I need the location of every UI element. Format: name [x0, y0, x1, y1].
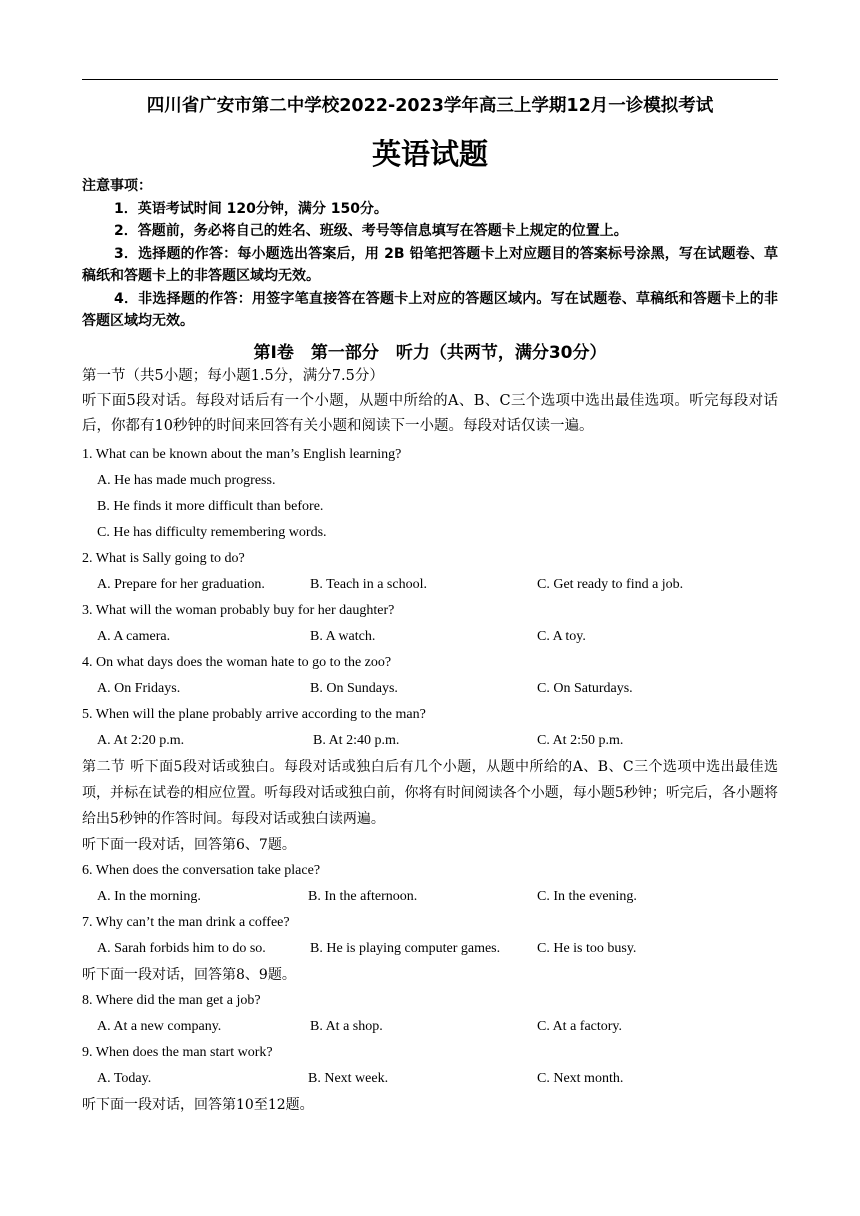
- q5-options: [82, 728, 778, 754]
- lead-6-7: 听下面一段对话，回答第6、7题。: [82, 836, 296, 853]
- q6-option-b: B. In the afternoon.: [308, 888, 418, 904]
- q9-option-c: C. Next month.: [537, 1070, 624, 1086]
- question-6: 6. When does the conversation take place?: [82, 862, 321, 878]
- q8-option-b: B. At a shop.: [310, 1018, 383, 1034]
- q3-option-b: B. A watch.: [310, 628, 376, 644]
- q9-option-a: A. Today.: [97, 1070, 152, 1086]
- notes-block: [82, 175, 778, 333]
- q7-options: [82, 936, 778, 962]
- note-item: 4．非选择题的作答：用签字笔直接答在答题卡上对应的答题区域内。写在试题卷、草稿纸和答题卡上的非答题区域均无效。: [82, 290, 778, 329]
- q8-option-a: A. At a new company.: [97, 1018, 222, 1034]
- q8-options: [82, 1014, 778, 1040]
- exam-subtitle: 英语试题: [371, 137, 488, 171]
- q3-option-a: A. A camera.: [97, 628, 171, 644]
- lead-10-12: 听下面一段对话，回答第10至12题。: [82, 1096, 314, 1113]
- q4-option-c: C. On Saturdays.: [537, 680, 633, 696]
- q4-options: [82, 676, 778, 702]
- q7-option-c: C. He is too busy.: [537, 940, 637, 956]
- listening-section: [82, 364, 778, 1118]
- q6-option-c: C. In the evening.: [537, 888, 637, 904]
- q8-option-c: C. At a factory.: [537, 1018, 623, 1034]
- exam-title: 四川省广安市第二中学校2022-2023学年高三上学期12月一诊模拟考试: [146, 96, 714, 116]
- q3-option-c: C. A toy.: [537, 628, 586, 644]
- q7-option-a: A. Sarah forbids him to do so.: [97, 940, 266, 956]
- q4-option-a: A. On Fridays.: [97, 680, 181, 696]
- q2-option-c: C. Get ready to find a job.: [537, 576, 684, 592]
- q1-option-c: C. He has difficulty remembering words.: [97, 524, 327, 540]
- q1-option-a: A. He has made much progress.: [97, 472, 276, 488]
- q3-options: [82, 624, 778, 650]
- question-7: 7. Why can’t the man drink a coffee?: [82, 914, 290, 930]
- q2-option-a: A. Prepare for her graduation.: [97, 576, 265, 592]
- q5-option-a: A. At 2:20 p.m.: [97, 732, 185, 748]
- question-9: 9. When does the man start work?: [82, 1044, 273, 1060]
- question-8: 8. Where did the man get a job?: [82, 992, 261, 1008]
- question-1: 1. What can be known about the man’s English learning?: [82, 446, 402, 462]
- q9-options: [82, 1066, 778, 1092]
- part-title: 第Ⅰ卷 第一部分 听力（共两节，满分30分）: [253, 343, 607, 363]
- section2-instructions: 第二节 听下面5段对话或独白。每段对话或独白后有几个小题，从题中所给的A、B、C三个选项中选出最佳选项，并标在试卷的相应位置。听每段对话或独白前，你将有时间阅读各个小题，每小题5秒钟；听完后，各小题将给出5秒钟的作答时间。每段对话或独白读两遍。: [82, 758, 778, 827]
- q2-option-b: B. Teach in a school.: [310, 576, 427, 592]
- q6-options: [82, 884, 778, 910]
- notes-heading: 注意事项：: [82, 178, 152, 194]
- q5-option-b: B. At 2:40 p.m.: [313, 732, 400, 748]
- note-item: 1．英语考试时间 120分钟，满分 150分。: [114, 200, 388, 217]
- question-3: 3. What will the woman probably buy for her daughter?: [82, 602, 395, 618]
- question-2: 2. What is Sally going to do?: [82, 550, 245, 566]
- lead-8-9: 听下面一段对话，回答第8、9题。: [82, 966, 296, 983]
- note-item: 3．选择题的作答：每小题选出答案后，用 2B 铅笔把答题卡上对应题目的答案标号涂黑，写在试题卷、草稿纸和答题卡上的非答题区域均无效。: [82, 245, 778, 284]
- q1-option-b: B. He finds it more difficult than before.: [97, 498, 324, 514]
- q7-option-b: B. He is playing computer games.: [310, 940, 501, 956]
- q5-option-c: C. At 2:50 p.m.: [537, 732, 624, 748]
- question-5: 5. When will the plane probably arrive according to the man?: [82, 706, 426, 722]
- q4-option-b: B. On Sundays.: [310, 680, 398, 696]
- header-rule: [82, 79, 778, 80]
- q6-option-a: A. In the morning.: [97, 888, 201, 904]
- question-4: 4. On what days does the woman hate to go to the zoo?: [82, 654, 392, 670]
- note-item: 2．答题前，务必将自己的姓名、班级、考号等信息填写在答题卡上规定的位置上。: [114, 223, 628, 239]
- section1-heading: 第一节（共5小题；每小题1.5分，满分7.5分）: [82, 368, 384, 384]
- section1-instructions: 听下面5段对话。每段对话后有一个小题，从题中所给的A、B、C三个选项中选出最佳选项。听完每段对话后，你都有10秒钟的时间来回答有关小题和阅读下一小题。每段对话仅读一遍。: [82, 393, 778, 435]
- q2-options: [82, 572, 778, 598]
- q9-option-b: B. Next week.: [308, 1070, 389, 1086]
